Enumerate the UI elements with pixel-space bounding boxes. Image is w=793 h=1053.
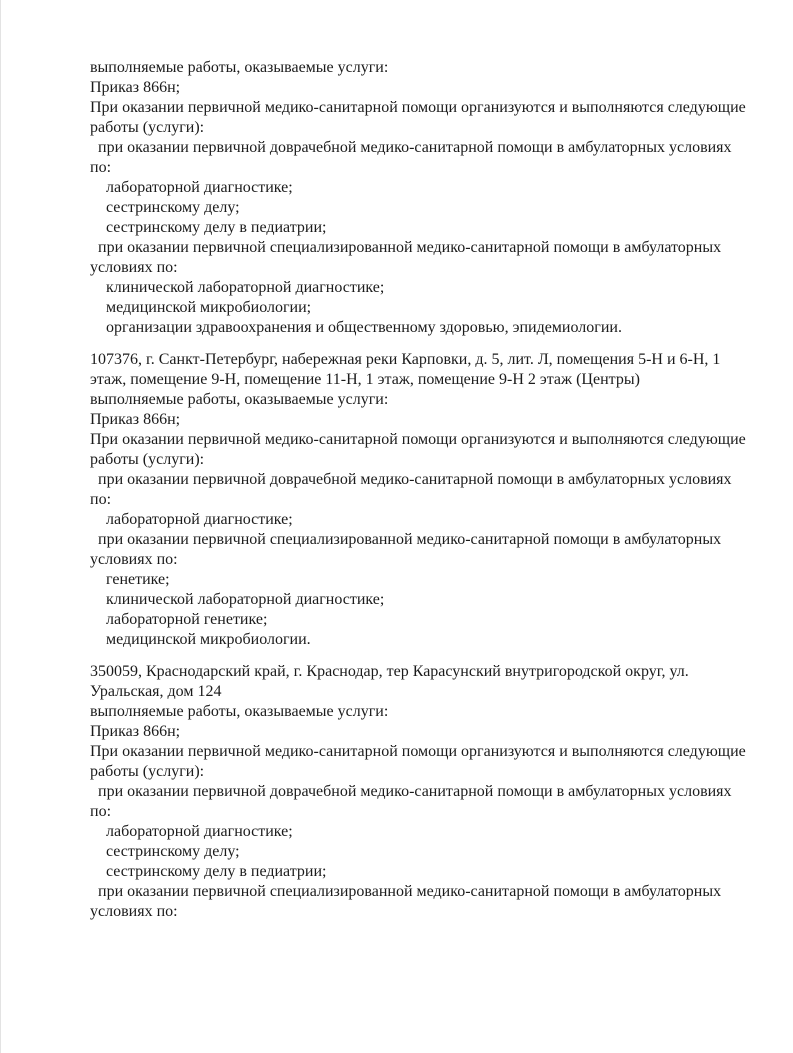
text-line: при оказании первичной специализированной медико-санитарной помощи в амбулаторных (90, 239, 722, 256)
text-line: выполняемые работы, оказываемые услуги: (90, 59, 389, 76)
document-text (90, 58, 750, 922)
text-line: Приказ 866н; (90, 79, 181, 96)
text-line: условиях по: (90, 551, 178, 568)
text-line: организации здравоохранения и общественному здоровью, эпидемиологии. (90, 319, 622, 336)
text-line: Приказ 866н; (90, 411, 181, 428)
text-line: по: (90, 491, 112, 508)
text-line: сестринскому делу; (90, 843, 240, 860)
text-line: при оказании первичной доврачебной медико-санитарной помощи в амбулаторных условиях (90, 783, 732, 800)
text-line: работы (услуги): (90, 119, 205, 136)
text-line: клинической лабораторной диагностике; (90, 279, 385, 296)
text-line: сестринскому делу; (90, 199, 240, 216)
text-line: работы (услуги): (90, 763, 205, 780)
text-line: сестринскому делу в педиатрии; (90, 219, 327, 236)
text-line: генетике; (90, 571, 170, 588)
text-line: этаж, помещение 9-Н, помещение 11-Н, 1 этаж, помещение 9-Н 2 этаж (Центры) (90, 371, 640, 388)
text-line: лабораторной генетике; (90, 611, 268, 628)
text-line: При оказании первичной медико-санитарной помощи организуются и выполняются следующие (90, 743, 746, 760)
text-line: лабораторной диагностике; (90, 179, 293, 196)
page-left-edge-line (0, 0, 1, 1053)
text-line: Уральская, дом 124 (90, 683, 222, 700)
text-line: при оказании первичной специализированной медико-санитарной помощи в амбулаторных (90, 531, 722, 548)
text-line: медицинской микробиологии. (90, 631, 311, 648)
text-line: клинической лабораторной диагностике; (90, 591, 385, 608)
text-line: 107376, г. Санкт-Петербург, набережная реки Карповки, д. 5, лит. Л, помещения 5-Н и 6-Н, 1 (90, 351, 721, 368)
text-line: по: (90, 803, 112, 820)
text-line: лабораторной диагностике; (90, 511, 293, 528)
text-line: работы (услуги): (90, 451, 205, 468)
text-line: условиях по: (90, 259, 178, 276)
paragraph-block (90, 662, 750, 922)
text-line: выполняемые работы, оказываемые услуги: (90, 391, 389, 408)
text-line: медицинской микробиологии; (90, 299, 312, 316)
text-line: по: (90, 159, 112, 176)
text-line: лабораторной диагностике; (90, 823, 293, 840)
text-line: При оказании первичной медико-санитарной помощи организуются и выполняются следующие (90, 431, 746, 448)
text-line: при оказании первичной специализированной медико-санитарной помощи в амбулаторных (90, 883, 722, 900)
text-line: при оказании первичной доврачебной медико-санитарной помощи в амбулаторных условиях (90, 471, 732, 488)
paragraph-block (90, 350, 750, 650)
text-line: Приказ 866н; (90, 723, 181, 740)
text-line: При оказании первичной медико-санитарной помощи организуются и выполняются следующие (90, 99, 746, 116)
paragraph-block (90, 58, 750, 338)
text-line: 350059, Краснодарский край, г. Краснодар, тер Карасунский внутригородской округ, ул. (90, 663, 689, 680)
text-line: при оказании первичной доврачебной медико-санитарной помощи в амбулаторных условиях (90, 139, 732, 156)
text-line: условиях по: (90, 903, 178, 920)
text-line: выполняемые работы, оказываемые услуги: (90, 703, 389, 720)
text-line: сестринскому делу в педиатрии; (90, 863, 327, 880)
